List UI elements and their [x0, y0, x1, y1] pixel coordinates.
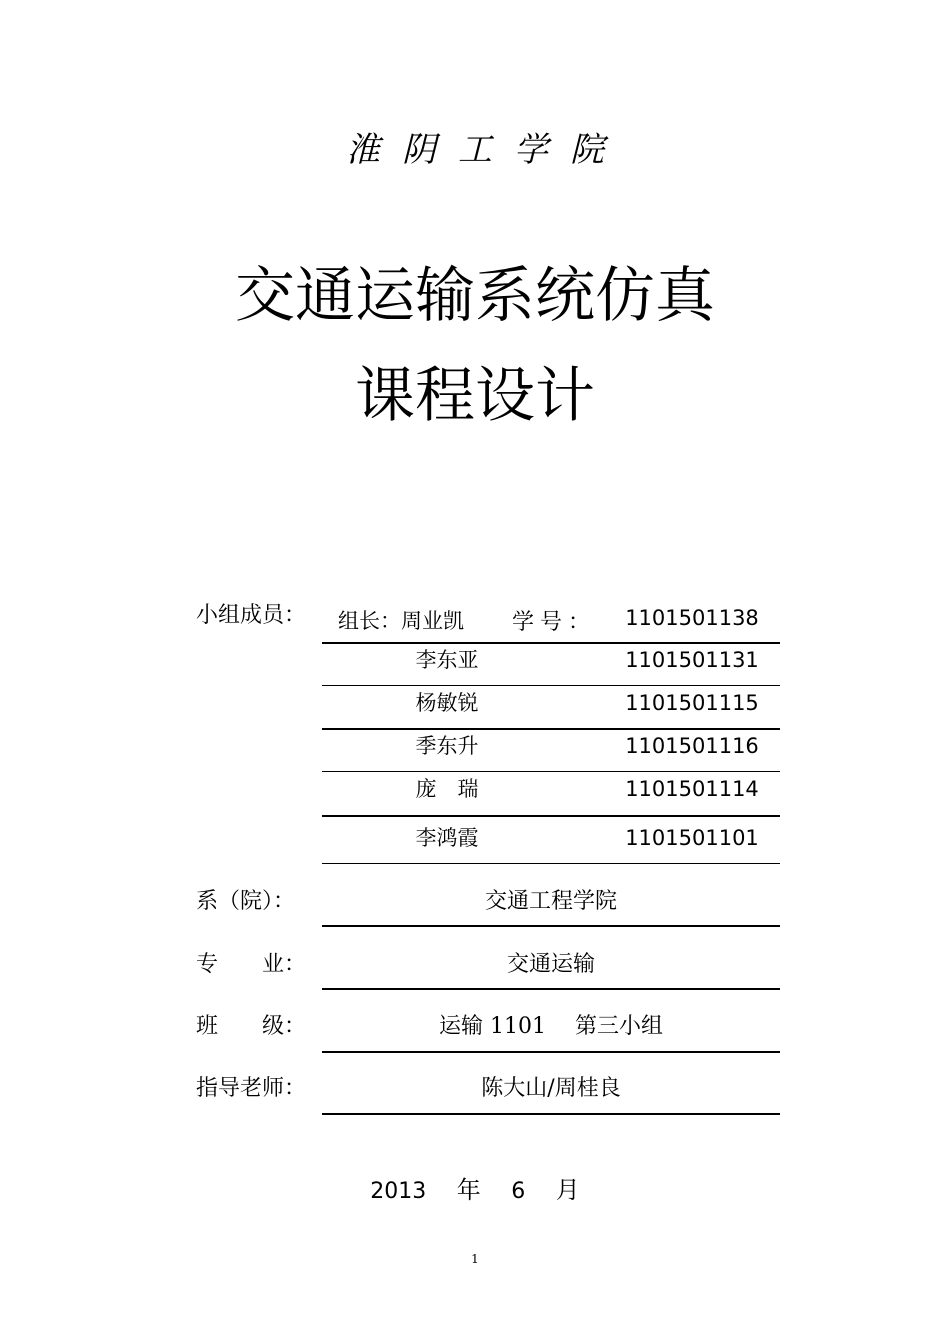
document-title-line-2: 课程设计	[355, 361, 595, 431]
major-label: 专 业：	[196, 952, 307, 977]
student-id-label: 学号：	[512, 610, 597, 635]
date-month-unit: 月	[555, 1176, 580, 1204]
school-name: 淮阴工学院	[346, 130, 626, 170]
page-number: 1	[471, 1252, 479, 1266]
member-name-3: 季东升	[415, 734, 479, 758]
member-name-2: 杨敏锐	[415, 691, 479, 715]
member-row-divider	[322, 815, 780, 817]
advisor-label: 指导老师：	[196, 1076, 307, 1101]
member-row-divider	[322, 863, 780, 864]
department-value: 交通工程学院	[484, 889, 617, 914]
member-id-0: 1101501138	[625, 606, 759, 630]
date-month: 6	[511, 1179, 526, 1204]
member-id-1: 1101501131	[625, 648, 759, 672]
member-row-divider	[322, 642, 780, 644]
member-row-divider	[322, 728, 780, 730]
member-row-divider	[322, 685, 780, 686]
member-id-2: 1101501115	[625, 691, 759, 715]
member-name-4: 庞 瑞	[415, 777, 479, 801]
advisor-value: 陈大山/周桂良	[481, 1076, 621, 1101]
leader-name: 周业凯	[401, 609, 464, 633]
document-date	[0, 1170, 950, 1205]
members-label: 小组成员：	[196, 603, 307, 628]
date-year: 2013	[370, 1179, 427, 1204]
class-label: 班 级：	[196, 1014, 307, 1039]
advisor-underline	[322, 1113, 780, 1115]
leader-prefix	[338, 605, 464, 635]
member-id-5: 1101501101	[625, 826, 759, 850]
date-year-unit: 年	[456, 1176, 481, 1204]
class-value: 运输 1101 第三小组	[439, 1014, 663, 1039]
leader-prefix-label: 组长：	[338, 609, 401, 633]
member-name-5: 李鸿霞	[415, 826, 479, 850]
member-name-1: 李东亚	[415, 648, 479, 672]
department-label: 系（院）：	[196, 889, 296, 914]
document-title-line-1: 交通运输系统仿真	[235, 261, 715, 331]
member-id-4: 1101501114	[625, 777, 759, 801]
major-underline	[322, 988, 780, 990]
member-row-divider	[322, 771, 780, 772]
department-underline	[322, 925, 780, 927]
major-value: 交通运输	[506, 952, 595, 977]
member-id-3: 1101501116	[625, 734, 759, 758]
class-underline	[322, 1051, 780, 1053]
